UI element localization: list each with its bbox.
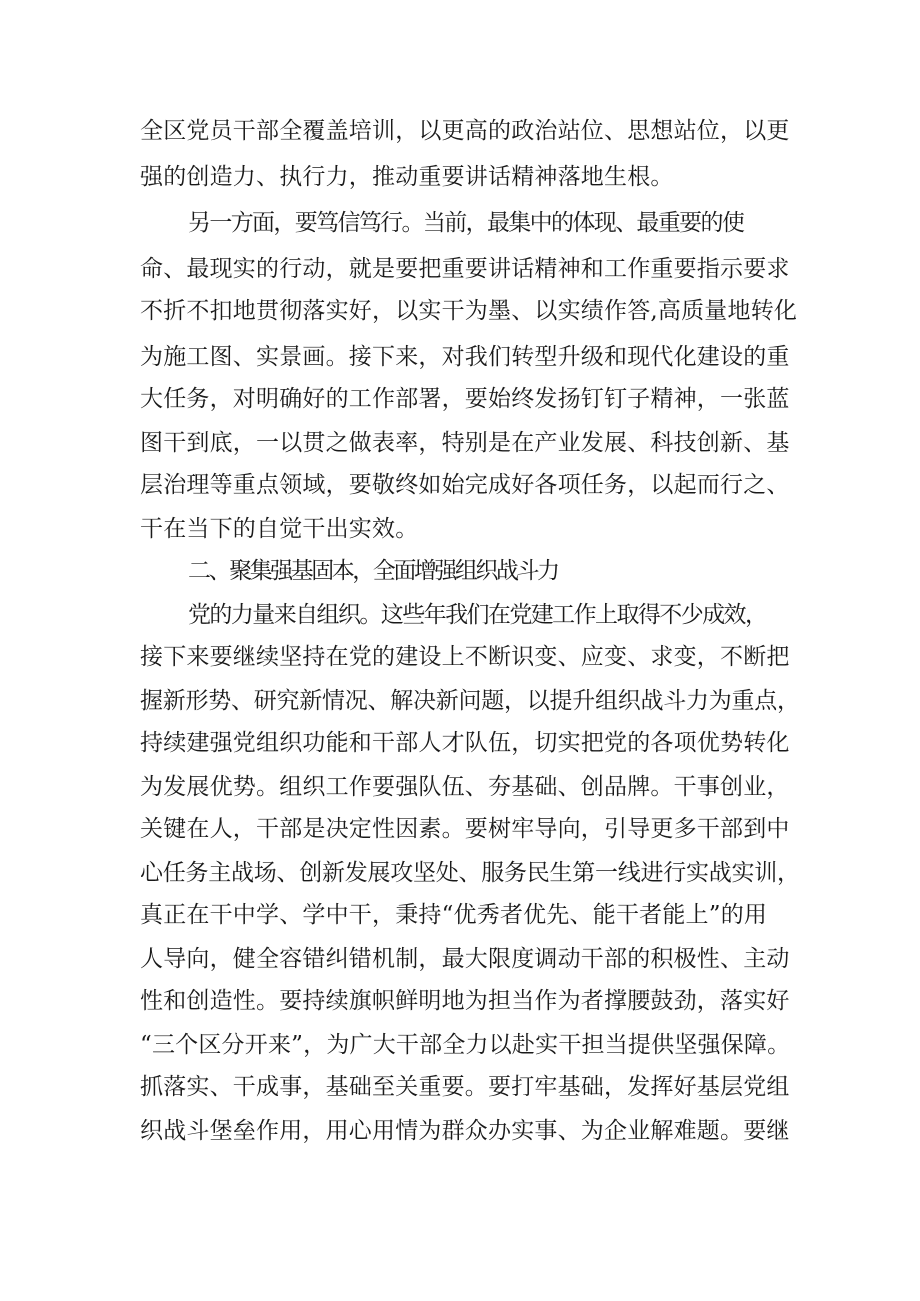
text-line: 真正在干中学、学中干，秉持“优秀者优先、能干者能上”的用 (140, 902, 768, 928)
text-line: 为施工图、实景画。接下来，对我们转型升级和现代化建设的重 (140, 344, 790, 370)
text-line: 全区党员干部全覆盖培训，以更高的政治站位、思想站位，以更 (140, 118, 790, 144)
text-line: 持续建强党组织功能和干部人才队伍，切实把党的各项优势转化 (140, 730, 790, 756)
text-line: 抓落实、干成事，基础至关重要。要打牢基础，发挥好基层党组 (140, 1074, 790, 1100)
text-line: 人导向，健全容错纠错机制，最大限度调动干部的积极性、主动 (140, 946, 790, 972)
text-line: 心任务主战场、创新发展攻坚处、服务民生第一线进行实战实训， (140, 860, 800, 886)
text-line: 不折不扣地贯彻落实好，以实干为墨、以实绩作答,高质量地转化 (140, 298, 798, 324)
text-line: 层治理等重点领域，要敬终如始完成好各项任务，以起而行之、 (140, 472, 790, 498)
paragraph-start: 另一方面，要笃信笃行。当前，最集中的体现、最重要的使 (188, 210, 744, 236)
text-line: 织战斗堡垒作用，用心用情为群众办实事、为企业解难题。要继 (140, 1118, 790, 1144)
text-line: 性和创造性。要持续旗帜鲜明地为担当作为者撑腰鼓劲，落实好 (140, 988, 790, 1014)
text-line: “三个区分开来”，为广大干部全力以赴实干担当提供坚强保障。 (140, 1032, 791, 1058)
text-line: 关键在人，干部是决定性因素。要树牢导向，引导更多干部到中 (140, 816, 790, 842)
text-line: 为发展优势。组织工作要强队伍、夯基础、创品牌。干事创业， (140, 774, 790, 800)
text-line: 命、最现实的行动，就是要把重要讲话精神和工作重要指示要求 (140, 256, 790, 282)
text-line: 握新形势、研究新情况、解决新问题，以提升组织战斗力为重点， (140, 688, 800, 714)
paragraph-start: 党的力量来自组织。这些年我们在党建工作上取得不少成效， (188, 602, 767, 628)
text-line: 接下来要继续坚持在党的建设上不断识变、应变、求变，不断把 (140, 644, 790, 670)
section-heading: 二、聚集强基固本，全面增强组织战斗力 (188, 558, 558, 584)
text-line: 强的创造力、执行力，推动重要讲话精神落地生根。 (140, 164, 674, 190)
text-line: 大任务，对明确好的工作部署，要始终发扬钉钉子精神，一张蓝 (140, 386, 790, 412)
text-line: 干在当下的自觉干出实效。 (140, 516, 419, 542)
text-line: 图干到底，一以贯之做表率，特别是在产业发展、科技创新、基 (140, 430, 790, 456)
